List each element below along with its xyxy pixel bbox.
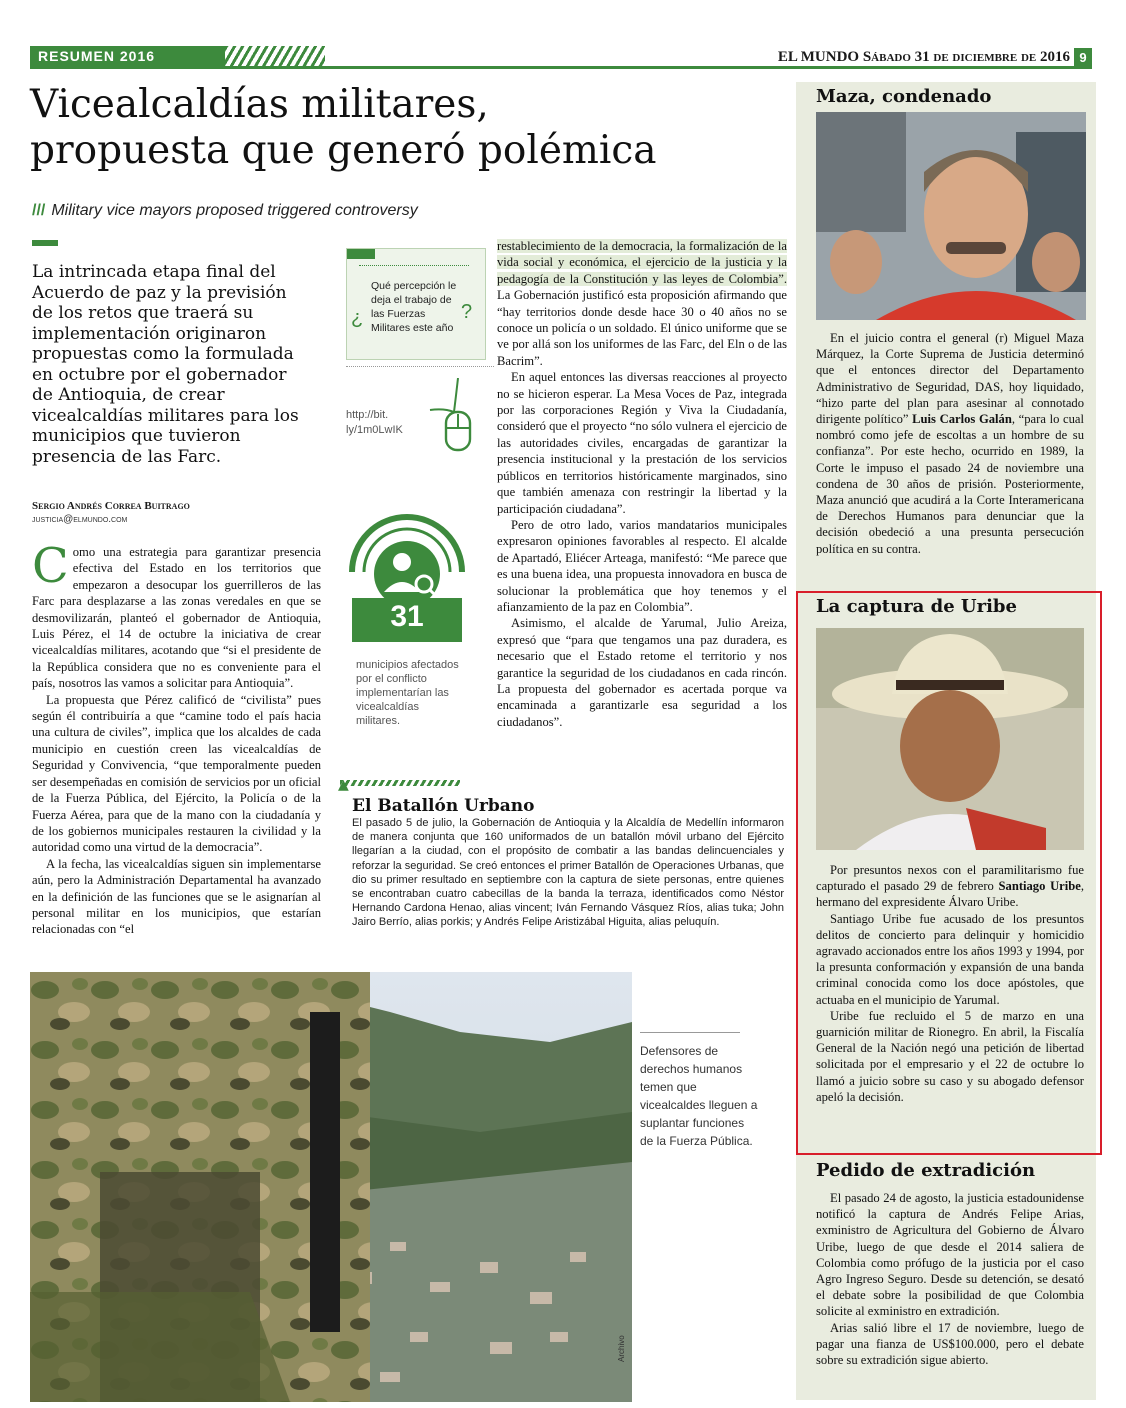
mouse-icon [428,378,478,456]
bold-name: Luis Carlos Galán [912,412,1012,427]
body-text: omo una estrategia para garantizar presencia efectiva del Estado en los territorios que empezaron a desocupar los guerrilleros de las Farc para desplazarse a las zonas veredales en que se desmovilizarán, planteó el gobernador de Antioquia, Luis Pérez, el 14 de octubre la iniciativa de crear vicealcaldías militares, acotando que “si el presidente de la República considera que no es conveniente para el país, nosotros las vamos a solicitar para Antioquia”. [32,545,321,691]
body-text: , “para lo cual nombró como jefe de escoltas a un hombre de su confianza”. Por este hecho, ocurrido en 1989, la Corte le impuso el pasado 24 de noviembre una condena de 30 años de prisión. Posteriormente, Maza anunció que acudirá a la Corte Interamericana de Derechos Humanos para denunciar que la decisión obedeció a una presunta persecución política en su contra. [816,412,1085,556]
soldier-photo [30,972,632,1402]
stat-caption: municipios afectados por el conflicto implementarían las vicealcaldías militares. [356,659,459,727]
question-open-icon: ¿ [351,307,364,329]
batallon-body: El pasado 5 de julio, la Gobernación de Antioquia y la Alcaldía de Medellín informaron de manera conjunta que 160 uniformados de un batallón móvil urbano del Ejército llegarían a la ciudad, con el propósito de combatir a las bandas delincuenciales y reforzar la seguridad. Se creó entonces el primer Batallón de Operaciones Urbanas, que dio su primer resultado en septiembre con la captura de siete personas, entre quienes se encontraban cuatro cabecillas de la banda la terraza, identificados como Néstor Hernando Cardona Henao, alias vincent; Iván Fernando Vásquez Ríos, alias tuka; John Jairo Berrío, alias porkis; y Andrés Felipe Aristizábal Higuita, alias peluquín. [352,817,784,929]
highlighted-text: restablecimiento de la democracia, la formalización de la vida social y económica, el ejercicio de la justicia y la pedagogía de la Constitución y las leyes de Colombia”. [497,239,787,286]
paper-name: EL MUNDO [777,49,860,65]
box-hatch [340,780,460,786]
body-paragraph: Uribe fue recluido el 5 de marzo en una guarnición militar de Rionegro. En abril, la Fiscalía General de la Nación negó una petición de libertad solicitada por el empresario y el 22 de octubre lo llamó a juicio sobre su caso y su abogado defensor apeló la decisión. [816,1008,1084,1104]
body-paragraph [32,538,321,692]
drop-cap: C [32,538,69,594]
issue-date: Sábado 31 de diciembre de 2016 [862,49,1070,65]
body-text: Por presuntos nexos con el paramilitarismo fue capturado el pasado 29 de febrero [816,863,1084,894]
body-text: La Gobernación justificó esta proposición afirmando que “hay territorios donde desde hace 30 o 40 años no se conoce un policía o un soldado. El único uniforme que se ve por allá son los uniformes de las Farc, del Eln o de las Bacrim”. [497,288,787,368]
masthead [778,49,1070,66]
caption-rule [640,1032,740,1033]
lead-paragraph: La intrincada etapa final del Acuerdo de paz y la previsión de los retos que traerá su implementación originaron propuestas como la formulada en octubre por el gobernador de Antioquia, de crear vicealcaldías militares para los municipios que tuvieron presencia de las Farc. [32,262,299,467]
subhead-mark: /// [32,202,46,219]
extradicion-body [816,1190,1084,1368]
poll-accent [347,249,375,259]
body-paragraph: En aquel entonces las diversas reacciones al proyecto no se hicieron esperar. La Mesa Voces de Paz, integrada por las corporaciones Región y Viva la Ciudadanía, consideró que el proyecto “no sólo vulnera el ejercicio de las autoridades civiles, encargadas de garantizar la presencia institucional y la prestación de los servicios públicos en territorios históricamente marginados, sino que también amenaza con restringir la libertad y la participación ciudadana”. [497,370,787,516]
photo-credit: Archivo [617,1335,626,1362]
subheadline [32,202,418,220]
headline [30,82,790,174]
poll-link[interactable]: http://bit. ly/1m0LwIK [346,409,403,436]
uribe-title: La captura de Uribe [816,596,1017,617]
arrow-icon: ▲ [338,777,349,793]
body-paragraph: Asimismo, el alcalde de Yarumal, Julio Areiza, expresó que “para que tengamos una paz duradera, es necesario que el Estado retome el territorio y nos garantice la seguridad de los ciudadanos en cada rincón. La propuesta del gobernador es acertada porque va encaminada a garantizarle esa seguridad a los ciudadanos”. [497,616,787,729]
headline-line-2: propuesta que generó polémica [30,128,657,173]
maza-body [816,330,1084,557]
page-number: 9 [1074,48,1092,68]
body-paragraph: Arias salió libre el 17 de noviembre, luego de pagar una fianza de US$100.000, pero el debate sobre su extradición sigue abierto. [816,1320,1084,1368]
author-email[interactable]: justicia@elmundo.com [32,514,128,525]
byline: Sergio Andrés Correa Buitrago [32,500,190,512]
section-tag: RESUMEN 2016 [30,46,270,66]
poll-link-divider [346,366,494,367]
poll-question: Qué percepción le deja el trabajo de las Fuerzas Militares este año [371,280,457,334]
maza-photo [816,112,1086,320]
body-column-3 [497,238,787,730]
batallon-title: El Batallón Urbano [352,796,535,816]
body-text: En el juicio contra el general (r) Miguel Maza Márquez, la Corte Suprema de Justicia determinó que el entonces director del Departamento Administrativo de Seguridad, DAS, hoy liquidado, “hizo parte del plan para asesinar al connotado dirigente político” [816,331,1084,427]
highlight-frame [796,591,1102,1155]
body-paragraph: El pasado 24 de agosto, la justicia estadounidense notificó la captura de Andrés Felipe Arias, exministro de Agricultura del Gobierno de Álvaro Uribe, luego de que desde el 2014 saliera de Colombia como prófugo de la justicia por el caso Agro Ingreso Seguro. Desde su detención, se desató el debate sobre la posibilidad de que Colombia solicite al exministro en extradición. [816,1191,1084,1319]
body-column-1 [32,538,321,938]
subhead-text: Military vice mayors proposed triggered controversy [51,202,418,219]
body-paragraph: La propuesta que Pérez calificó de “civilista” pues según él contribuiría a que “camine todo el país hacia una cultura de civiles”, implica que los alcaldes de cada municipio en cuestión creen las vicealcaldías de Seguridad y Convivencia, “que temporalmente pueden ser desempeñadas en comisión de servicios por un oficial de la Fuerza Pública, del Ejército, la Policía o de la Fuerza Aérea, para que de la mano con la ciudadanía y de los gobiernos municipales restauren la civilidad y la autoridad como una virtud de la democracia”. [32,692,321,855]
lead-accent-bar [32,240,58,246]
body-paragraph: Santiago Uribe fue acusado de los presuntos delitos de concierto para delinquir y homicidio agravado accionados entre los años 1993 y 1994, por la presunta conformación y expansión de una banda criminal conocida como los doce apóstoles, que actuaba en el municipio de Yarumal. [816,911,1084,1007]
body-paragraph: Pero de otro lado, varios mandatarios municipales expresaron opiniones favorables al respecto. El alcalde de Apartadó, Eliécer Arteaga, manifestó: “Me parece que es una buena idea, una propuesta innovadora en busca de solucionar la problemática que hoy tenemos y el afianzamiento de la paz en Colombia”. [497,517,787,614]
question-close-icon: ? [461,301,473,323]
section-hatch [225,46,325,66]
stat-number: 31 [390,600,424,633]
body-paragraph [816,330,1084,557]
poll-box[interactable] [346,248,486,360]
header-rule [30,66,1092,69]
body-paragraph: A la fecha, las vicealcaldías siguen sin implementarse aún, pero la Administración Departamental ha avanzado en la definición de las funciones que se le asignarían al personal militar en los municipios, que estarían relacionadas con “el [32,856,321,937]
extradicion-title: Pedido de extradición [816,1160,1036,1181]
body-paragraph [497,238,787,369]
bold-name: Santiago Uribe [998,879,1081,894]
body-text: , hermano del expresidente Álvaro Uribe. [816,879,1084,910]
headline-line-1: Vicealcaldías militares, [30,82,489,127]
poll-divider [359,265,469,266]
maza-title: Maza, condenado [816,86,992,107]
photo-caption: Defensores de derechos humanos temen que vicealcaldes lleguen a suplantar funciones de la Fuerza Pública. [640,1044,758,1148]
